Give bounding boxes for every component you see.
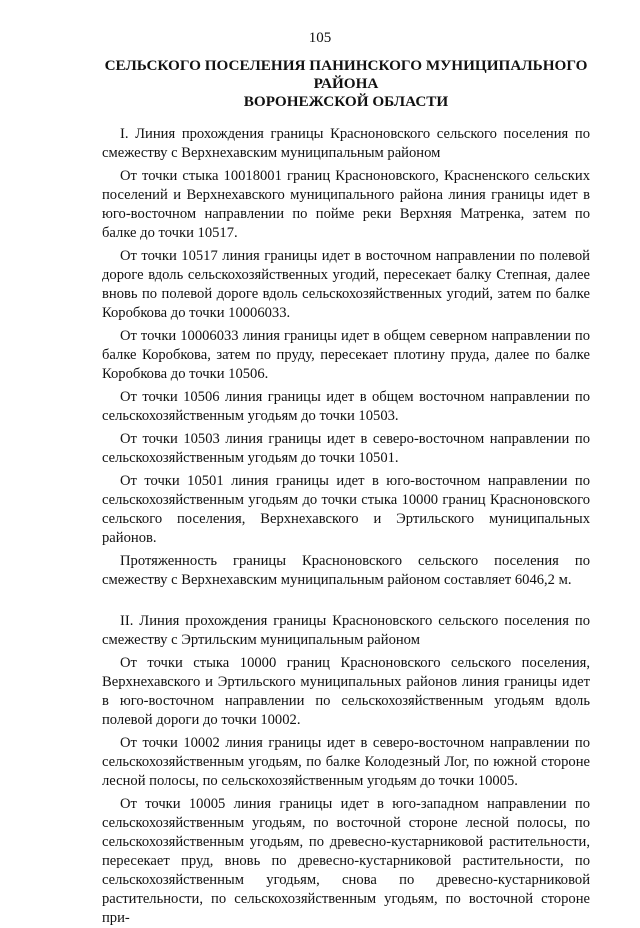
title-line-3: ВОРОНЕЖСКОЙ ОБЛАСТИ — [243, 93, 449, 110]
section-1-paragraph: От точки 10006033 линия границы идет в общем северном направлении по балке Коробкова, затем по пруду, пересекает плотину пруда, далее по балке Коробкова до точки 10506. — [102, 328, 590, 382]
section-2-paragraph: От точки 10002 линия границы идет в северо-восточном направлении по сельскохозяйственным угодьям, по балке Колодезный Лог, по южной стороне лесной полосы, по сельскохозяйственным угодьям до точки 10005. — [102, 735, 590, 789]
section-1-length-paragraph: Протяженность границы Красноновского сельского поселения по смежеству с Верхнехавским муниципальным районом составляет 6046,2 м. — [102, 553, 590, 588]
section-1-heading: I. Линия прохождения границы Красноновского сельского поселения по смежеству с Верхнехавским муниципальным районом — [102, 126, 590, 161]
section-divider-space — [102, 590, 590, 612]
title-line-2: РАЙОНА — [313, 75, 379, 92]
section-1-paragraph: От точки 10501 линия границы идет в юго-восточном направлении по сельскохозяйственным угодьям до точки стыка 10000 границ Красноновского сельского поселения, Верхнехавского и Эртильского муниципальных районов. — [102, 473, 590, 546]
document-body — [102, 125, 590, 928]
section-2-heading: II. Линия прохождения границы Красноновского сельского поселения по смежеству с Эртильским муниципальным районом — [102, 613, 590, 648]
page-number: 105 — [308, 30, 332, 46]
document-title — [96, 57, 596, 111]
section-1-paragraph: От точки 10503 линия границы идет в северо-восточном направлении по сельскохозяйственным угодьям до точки 10501. — [102, 431, 590, 466]
section-2-paragraph: От точки стыка 10000 границ Красноновского сельского поселения, Верхнехавского и Эртильского муниципальных районов линия границы идет в юго-восточном направлении по сельскохозяйственным угодьям вдоль полевой дороги до точки 10002. — [102, 655, 590, 728]
section-1-paragraph: От точки 10517 линия границы идет в восточном направлении по полевой дороге вдоль сельскохозяйственных угодий, пересекает балку Степная, далее вновь по полевой дороге вдоль сельскохозяйственных угодий, затем по балке Коробкова до точки 10006033. — [102, 248, 590, 321]
title-line-1: СЕЛЬСКОГО ПОСЕЛЕНИЯ ПАНИНСКОГО МУНИЦИПАЛЬНОГО — [104, 57, 588, 74]
section-2-paragraph: От точки 10005 линия границы идет в юго-западном направлении по сельскохозяйственным угодьям, по восточной стороне лесной полосы, по сельскохозяйственным угодьям, по древесно-кустарниковой растительности, пересекает пруд, вновь по древесно-кустарниковой растительности, по сельскохозяйственным угодьям, снова по древесно-кустарниковой растительности, по сельскохозяйственным угодьям, по восточной стороне при- — [102, 796, 590, 926]
section-1-paragraph: От точки стыка 10018001 границ Красноновского, Красненского сельских поселений и Верхнехавского муниципального района линия границы идет в юго-восточном направлении по пойме реки Верхняя Матренка, затем по балке до точки 10517. — [102, 168, 590, 241]
section-1-paragraph: От точки 10506 линия границы идет в общем восточном направлении по сельскохозяйственным угодьям до точки 10503. — [102, 389, 590, 424]
